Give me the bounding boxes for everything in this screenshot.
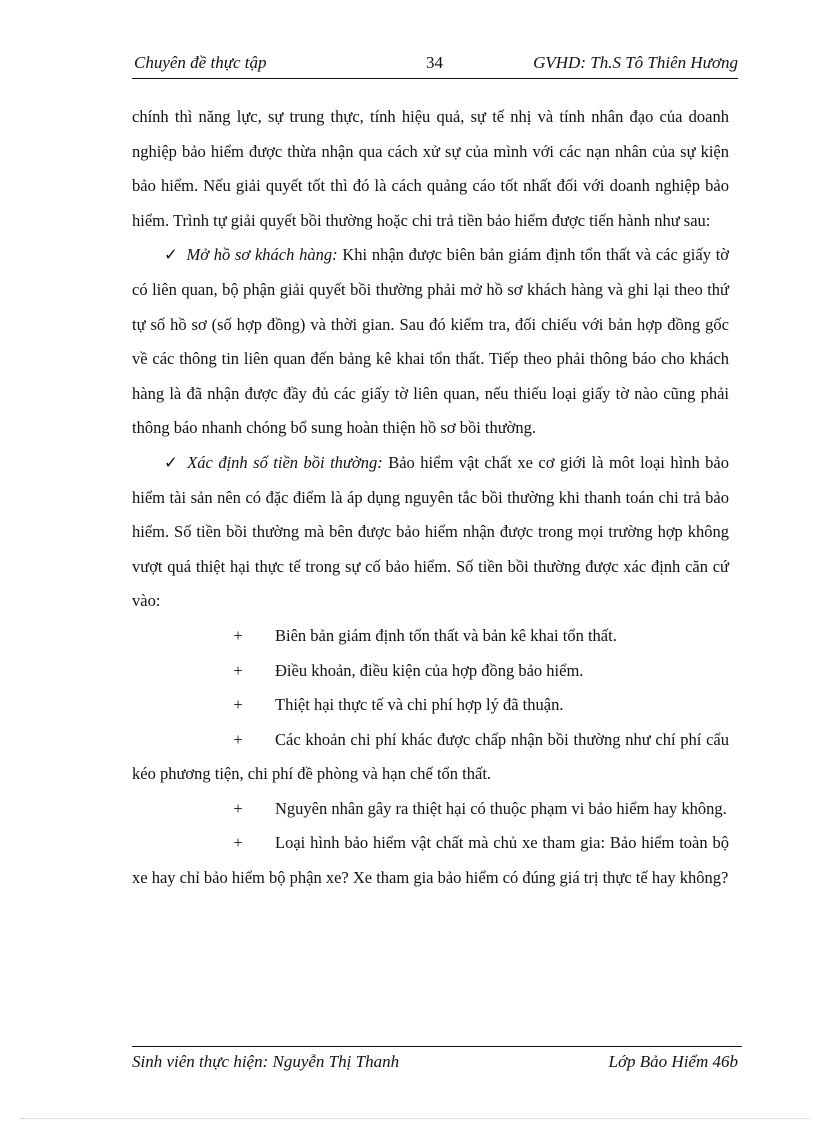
section-label: Xác định số tiền bồi thường: (187, 452, 383, 472)
section-label: Mở hồ sơ khách hàng: (186, 245, 338, 265)
list-item-text: Loại hình bảo hiểm vật chất mà chủ xe tham gia: Bảo hiểm toàn bộ xe hay chỉ bảo hiểm bộ phận xe? Xe tham gia bảo hiểm có đúng giá trị thực tế hay không? (132, 833, 729, 888)
page-footer (132, 1046, 742, 1077)
list-item-text: Thiệt hại thực tế và chi phí hợp lý đã thuận. (275, 695, 564, 715)
section-text: Khi nhận được biên bản giám định tổn thất và các giấy tờ có liên quan, bộ phận giải quyết bồi thường phải mở hồ sơ khách hàng và ghi lại theo thứ tự số hồ sơ (số hợp đồng) và thời gian. Sau đó kiểm tra, đối chiếu với bản hợp đồng gốc về các thông tin liên quan đến bảng kê khai tổn thất. Tiếp theo phải thông báo cho khách hàng là đã nhận được đầy đủ các giấy tờ liên quan, nếu thiếu loại giấy tờ nào cũng phải thông báo nhanh chóng bổ sung hoàn thiện hồ sơ bồi thường. (132, 245, 730, 438)
list-item (132, 654, 729, 689)
plus-bullet-icon: + (233, 660, 243, 680)
list-item (132, 792, 729, 827)
section-text: Bảo hiểm vật chất xe cơ giới là môt loại hình bảo hiểm tài sản nên có đặc điểm là áp dụng nguyên tắc bồi thường khi thanh toán chi trả bảo hiểm. Số tiền bồi thường mà bên được bảo hiểm nhận được trong mọi trường hợp không vượt quá thiệt hại thực tế trong sự cố bảo hiểm. Số tiền bồi thường được xác định căn cứ vào: (132, 452, 729, 611)
list-item (132, 619, 729, 654)
list-item (132, 723, 729, 792)
header-course-title: Chuyên đề thực tập (134, 53, 267, 72)
page-number: 34 (426, 53, 443, 72)
plus-bullet-icon: + (233, 695, 243, 715)
plus-bullet-icon: + (233, 798, 243, 818)
paragraph-intro: chính thì năng lực, sự trung thực, tính hiệu quả, sự tế nhị và tính nhân đạo của doanh nghiệp bảo hiểm được thừa nhận qua cách xử sự của mình với các nạn nhân của sự kiện bảo hiểm. Nếu giải quyết tốt thì đó là cách quảng cáo tốt nhất đối với doanh nghiệp bảo hiểm. Trình tự giải quyết bồi thường hoặc chi trả tiền bảo hiểm được tiến hành như sau: (132, 107, 729, 230)
list-item-text: Các khoản chi phí khác được chấp nhận bồi thường như chí phí cẩu kéo phương tiện, chi phí đề phòng và hạn chế tổn thất. (132, 729, 729, 784)
checkmark-icon: ✓ (164, 245, 179, 265)
plus-bullet-icon: + (233, 833, 243, 853)
header-supervisor: GVHD: Th.S Tô Thiên Hương (533, 53, 738, 72)
list-item (132, 826, 729, 895)
page-header (132, 52, 738, 79)
plus-bullet-icon: + (233, 625, 243, 645)
document-body (132, 100, 729, 896)
list-item-text: Nguyên nhân gây ra thiệt hại có thuộc phạm vi bảo hiểm hay không. (275, 798, 727, 818)
list-item-text: Biên bản giám định tổn thất và bản kê khai tổn thất. (275, 625, 617, 645)
footer-student: Sinh viên thực hiện: Nguyễn Thị Thanh (132, 1052, 400, 1071)
checkmark-icon: ✓ (164, 452, 180, 472)
list-item (132, 688, 729, 723)
plus-bullet-icon: + (233, 729, 243, 749)
section-open-file (132, 238, 729, 446)
list-item-text: Điều khoản, điều kiện của hợp đồng bảo hiểm. (275, 660, 584, 680)
page-edge-divider (20, 1118, 810, 1119)
footer-class: Lớp Bảo Hiểm 46b (608, 1052, 738, 1071)
section-compensation-amount (132, 446, 729, 619)
